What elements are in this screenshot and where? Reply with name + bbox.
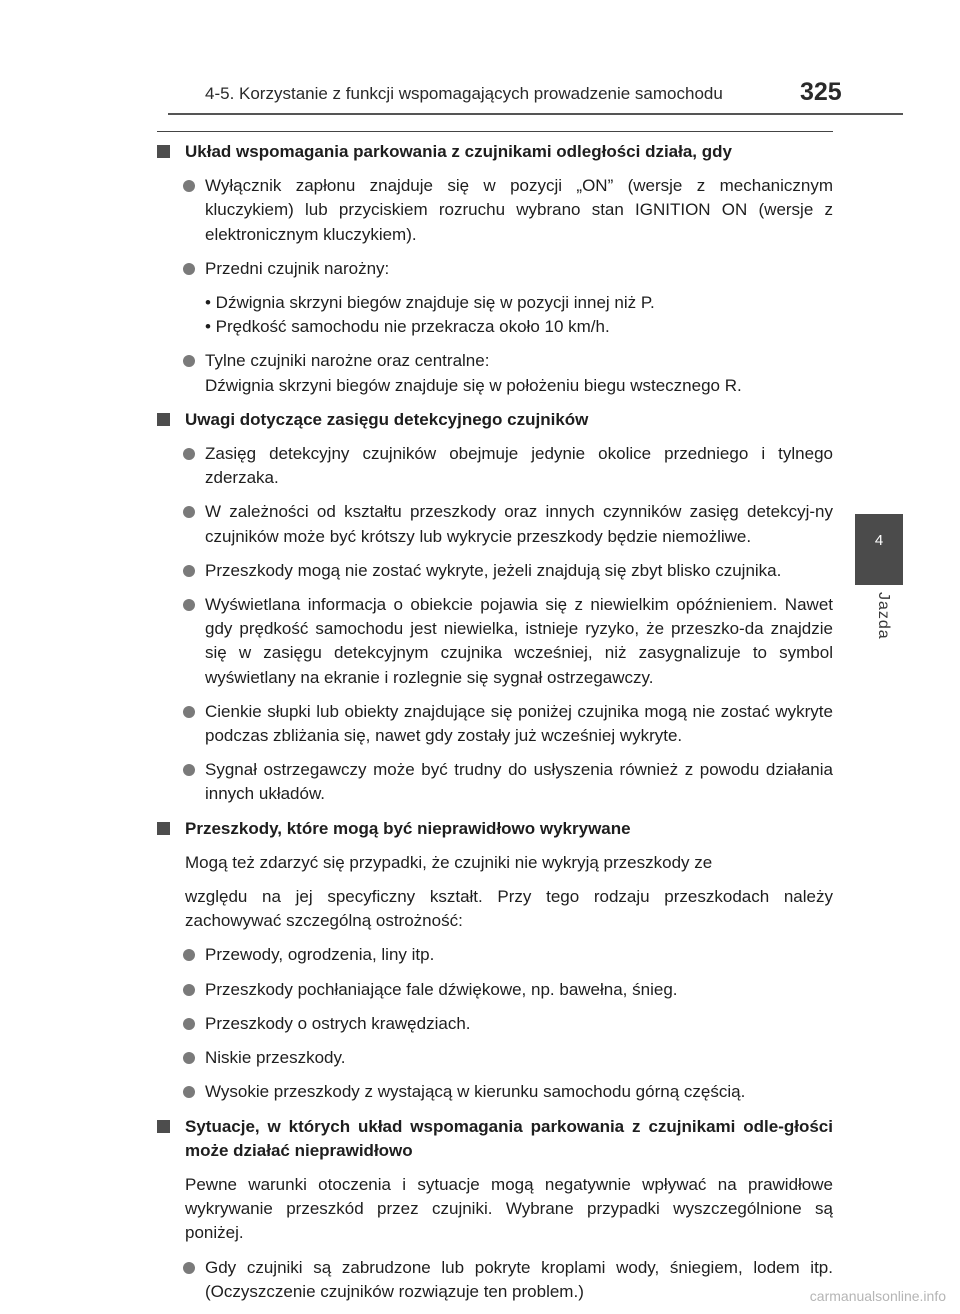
bullet-item: Wyłącznik zapłonu znajduje się w pozycji „ON” (wersje z mechanicznym kluczykiem) lub przyciskiem rozruchu wybrano stan IGNITION ON (wersje z elektronicznym kluczykiem).	[157, 174, 833, 247]
square-bullet-icon	[157, 145, 170, 158]
round-bullet-icon	[183, 263, 195, 275]
bullet-item: Wysokie przeszkody z wystającą w kierunku samochodu górną częścią.	[157, 1080, 833, 1104]
bullet-item: Przeszkody o ostrych krawędziach.	[157, 1012, 833, 1036]
round-bullet-icon	[183, 1262, 195, 1274]
bullet-item: W zależności od kształtu przeszkody oraz innych czynników zasięg detekcyj-ny czujników może być krótszy lub wykrycie przeszkody będzie niemożliwe.	[157, 500, 833, 548]
chapter-tab	[855, 514, 903, 585]
paragraph: względu na jej specyficzny kształt. Przy tego rodzaju przeszkodach należy zachowywać szczególną ostrożność:	[185, 887, 833, 931]
section-heading: Przeszkody, które mogą być nieprawidłowo wykrywane	[157, 817, 833, 841]
section-divider	[157, 131, 833, 132]
sub-list	[157, 291, 833, 339]
bullet-item: Przeszkody pochłaniające fale dźwiękowe, np. bawełna, śnieg.	[157, 978, 833, 1002]
round-bullet-icon	[183, 1052, 195, 1064]
square-bullet-icon	[157, 1120, 170, 1133]
watermark: carmanualsonline.info	[809, 1288, 946, 1304]
page-number: 325	[800, 78, 842, 106]
bullet-item: Przewody, ogrodzenia, liny itp.	[157, 943, 833, 967]
bullet-item: Wyświetlana informacja o obiekcie pojawia się z niewielkim opóźnieniem. Nawet gdy prędkość samochodu jest niewielka, istnieje ryzyko, że przeszko-da znajdzie się w zasięgu detekcyjnym czujnika wcześniej, niż zasygnalizuje to symbol wyświetlany na ekranie i rozlegnie się sygnał ostrzegawczy.	[157, 593, 833, 690]
bullet-continuation: Dźwignia skrzyni biegów znajduje się w położeniu biegu wstecznego R.	[205, 375, 742, 395]
header-divider	[168, 113, 903, 115]
round-bullet-icon	[183, 599, 195, 611]
running-header: 4-5. Korzystanie z funkcji wspomagających prowadzenie samochodu	[205, 84, 723, 103]
section-heading: Uwagi dotyczące zasięgu detekcyjnego czujników	[157, 408, 833, 432]
chapter-number: 4	[874, 532, 884, 549]
round-bullet-icon	[183, 355, 195, 367]
bullet-item: Tylne czujniki narożne oraz centralne:	[157, 349, 833, 373]
chapter-label: Jazda	[875, 592, 892, 640]
paragraph: Mogą też zdarzyć się przypadki, że czujniki nie wykryją przeszkody ze	[185, 852, 713, 872]
bullet-item: Zasięg detekcyjny czujników obejmuje jedynie okolice przedniego i tylnego zderzaka.	[157, 442, 833, 490]
round-bullet-icon	[183, 448, 195, 460]
round-bullet-icon	[183, 506, 195, 518]
round-bullet-icon	[183, 1018, 195, 1030]
page-content	[157, 140, 833, 1314]
bullet-item: Przeszkody mogą nie zostać wykryte, jeżeli znajdują się zbyt blisko czujnika.	[157, 559, 833, 583]
bullet-item: Przedni czujnik narożny:	[157, 257, 833, 281]
square-bullet-icon	[157, 413, 170, 426]
round-bullet-icon	[183, 706, 195, 718]
round-bullet-icon	[183, 984, 195, 996]
paragraph: Pewne warunki otoczenia i sytuacje mogą negatywnie wpływać na prawidłowe wykrywanie przeszkód przez czujniki. Wybrane przypadki wyszczególnione są poniżej.	[185, 1174, 833, 1243]
round-bullet-icon	[183, 1086, 195, 1098]
section-heading: Sytuacje, w których układ wspomagania parkowania z czujnikami odle-głości może działać nieprawidłowo	[157, 1115, 833, 1163]
round-bullet-icon	[183, 180, 195, 192]
round-bullet-icon	[183, 764, 195, 776]
round-bullet-icon	[183, 565, 195, 577]
sub-item: • Prędkość samochodu nie przekracza około 10 km/h.	[205, 317, 610, 337]
bullet-item: Niskie przeszkody.	[157, 1046, 833, 1070]
bullet-item: Cienkie słupki lub obiekty znajdujące się poniżej czujnika mogą nie zostać wykryte podczas zbliżania się, nawet gdy zostały już wcześniej wykryte.	[157, 700, 833, 748]
square-bullet-icon	[157, 822, 170, 835]
bullet-item: Gdy czujniki są zabrudzone lub pokryte kroplami wody, śniegiem, lodem itp. (Oczyszczenie czujników rozwiązuje ten problem.)	[157, 1256, 833, 1304]
round-bullet-icon	[183, 949, 195, 961]
bullet-item: Sygnał ostrzegawczy może być trudny do usłyszenia również z powodu działania innych układów.	[157, 758, 833, 806]
section-heading: Układ wspomagania parkowania z czujnikami odległości działa, gdy	[157, 140, 833, 164]
sub-item: • Dźwignia skrzyni biegów znajduje się w pozycji innej niż P.	[205, 293, 655, 313]
